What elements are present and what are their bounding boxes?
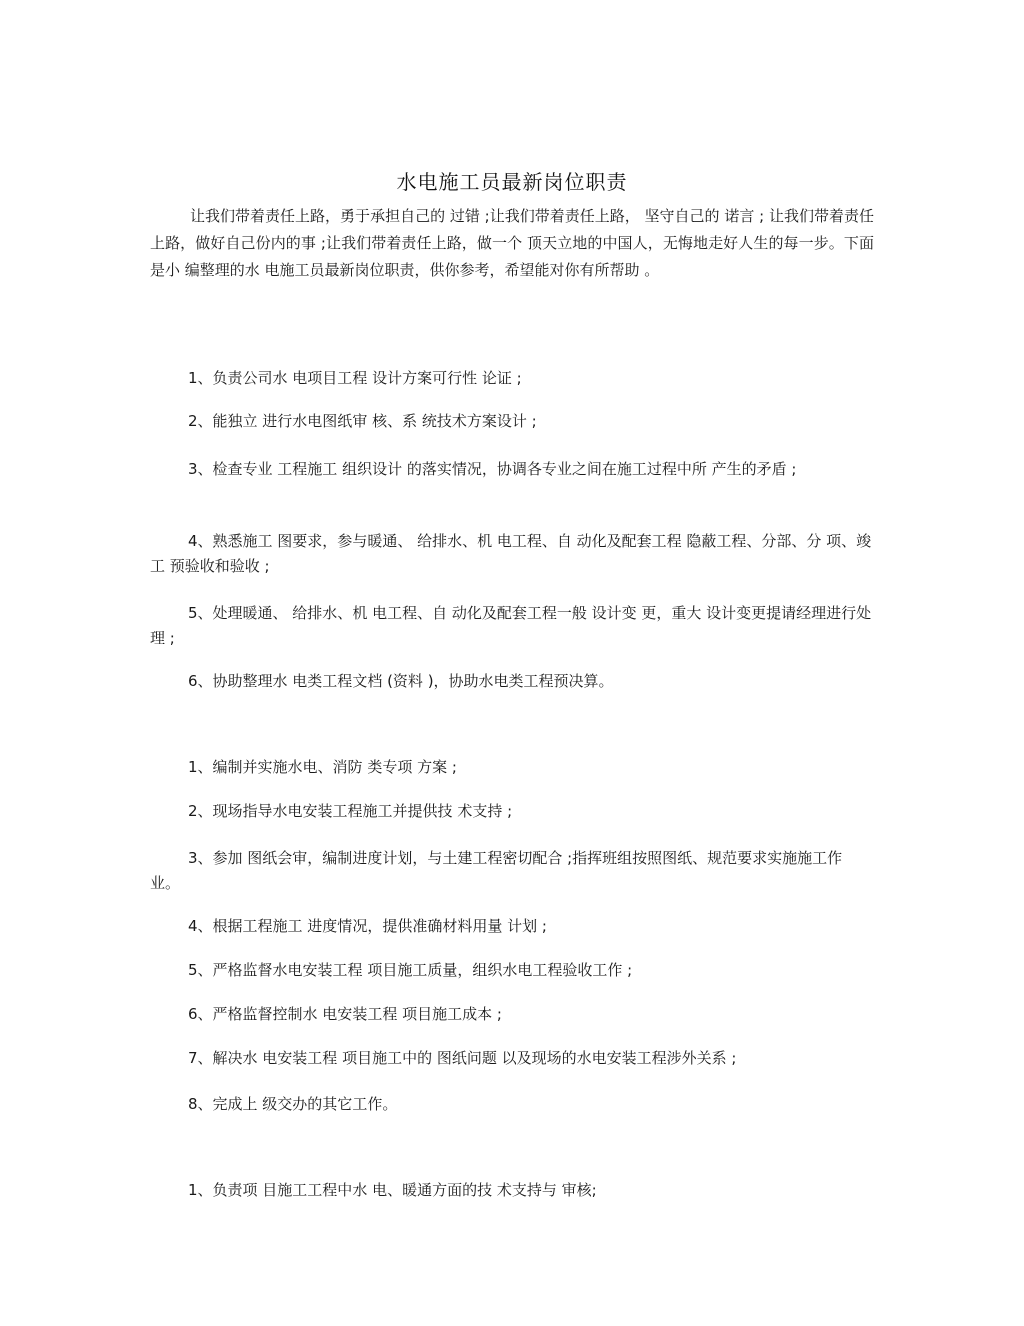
list-item: 6、协助整理水 电类工程文档 (资料 )，协助水电类工程预决算。	[188, 672, 614, 690]
document-title: 水电施工员最新岗位职责	[396, 170, 628, 194]
list-item: 6、严格监督控制水 电安装工程 项目施工成本 ;	[188, 1005, 502, 1023]
list-item: 4、熟悉施工 图要求，参与暖通、 给排水、机 电工程、自 动化及配套工程 隐蔽工程、分部、分 项、竣工 预验收和验收 ;	[150, 532, 872, 575]
list-item: 2、能独立 进行水电图纸审 核、系 统技术方案设计 ;	[188, 412, 537, 430]
list-item: 3、参加 图纸会审，编制进度计划，与土建工程密切配合 ;指挥班组按照图纸、规范要求实施施工作 业。	[150, 849, 843, 892]
list-item: 7、解决水 电安装工程 项目施工中的 图纸问题 以及现场的水电安装工程涉外关系 ;	[188, 1049, 737, 1067]
list-item: 1、编制并实施水电、消防 类专项 方案 ;	[188, 758, 457, 776]
list-item: 4、根据工程施工 进度情况，提供准确材料用量 计划 ;	[188, 917, 547, 935]
intro-paragraph: 让我们带着责任上路，勇于承担自己的 过错 ;让我们带着责任上路， 坚守自己的 诺言 ; 让我们带着责任上路，做好自己份内的事 ;让我们带着责任上路，做一个 顶天立地的中国人，无悔地走好人生的每一步。下面是小 编整理的水 电施工员最新岗位职责，供你参考，希望能对你有所帮助 。	[150, 207, 874, 279]
list-item: 5、处理暖通、 给排水、机 电工程、自 动化及配套工程一般 设计变 更，重大 设计变更提请经理进行处理 ;	[150, 604, 872, 647]
list-item: 8、完成上 级交办的其它工作。	[188, 1095, 398, 1113]
list-item: 5、严格监督水电安装工程 项目施工质量，组织水电工程验收工作 ;	[188, 961, 633, 979]
list-item: 3、检查专业 工程施工 组织设计 的落实情况，协调各专业之间在施工过程中所 产生的矛盾 ;	[188, 460, 797, 478]
list-item: 1、负责公司水 电项目工程 设计方案可行性 论证 ;	[188, 369, 522, 387]
list-item: 2、现场指导水电安装工程施工并提供技 术支持 ;	[188, 802, 513, 820]
list-item: 1、负责项 目施工工程中水 电、暖通方面的技 术支持与 审核;	[188, 1181, 597, 1199]
